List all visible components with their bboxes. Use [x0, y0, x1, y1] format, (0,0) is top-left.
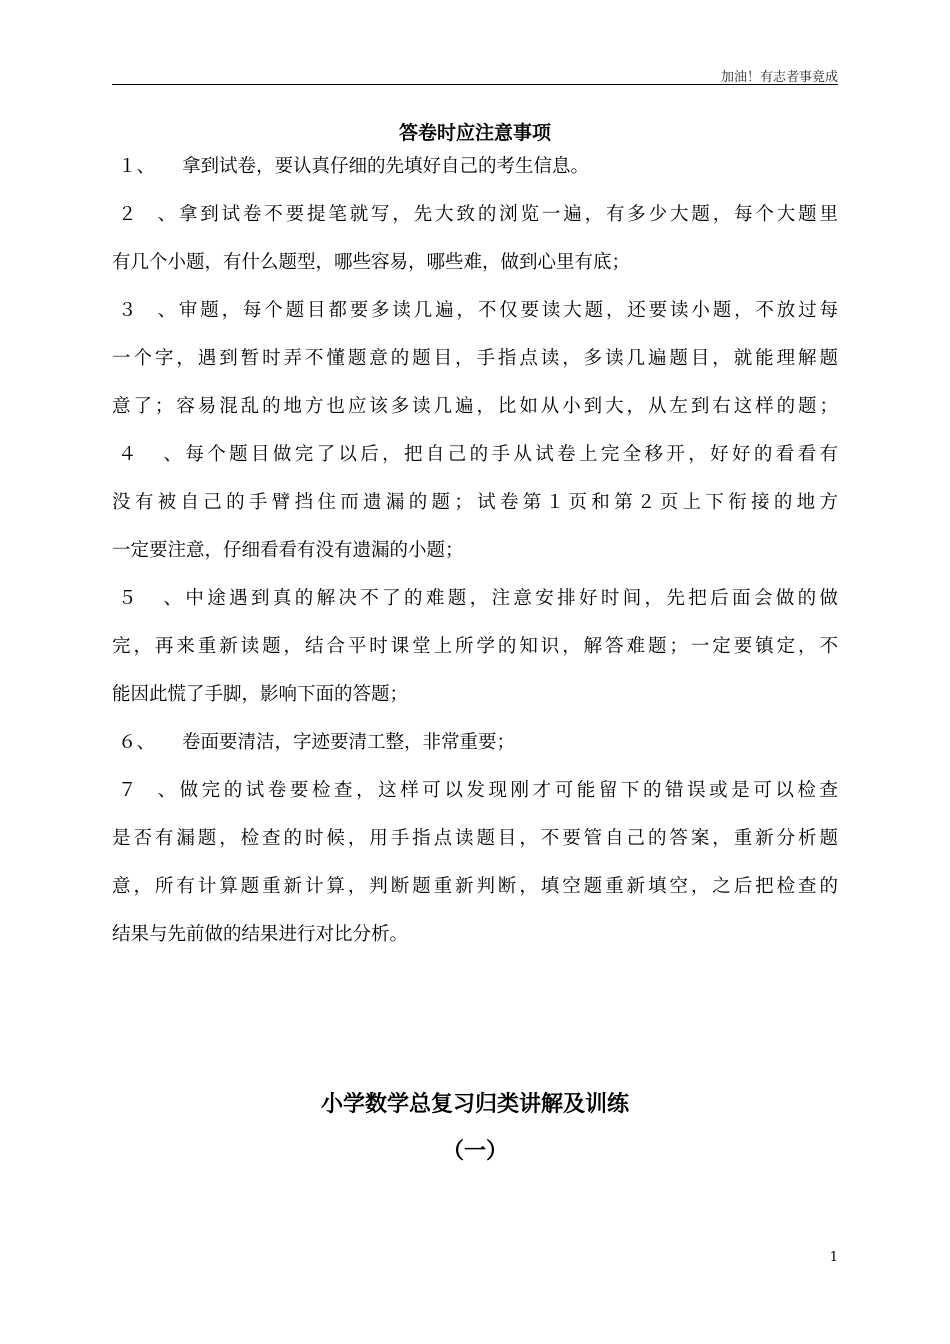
page-number: 1 [829, 1250, 838, 1265]
item-3-line-2: 一个字，遇到暂时弄不懂题意的题目，手指点读，多读几遍题目，就能理解题 [112, 348, 838, 369]
document-title: 答卷时应注意事项 [398, 122, 551, 144]
item-4-line-1 [112, 431, 838, 479]
page-header-motto: 加油！有志者事竟成 [720, 70, 838, 85]
section-title: 小学数学总复习归类讲解及训练 [320, 1092, 629, 1117]
item-6-line-1 [112, 719, 838, 767]
item-number: ２、 [118, 204, 176, 225]
item-text: 审题，每个题目都要多读几遍，不仅要读大题，还要读小题，不放过每 [176, 300, 838, 321]
item-text: 做完的试卷要检查，这样可以发现刚才可能留下的错误或是可以检查 [176, 780, 838, 801]
header-rule [112, 84, 838, 85]
item-text: 每个题目做完了以后，把自己的手从试卷上完全移开，好好的看看有 [182, 444, 838, 465]
item-number: ３、 [118, 300, 176, 321]
item-number: ７、 [118, 780, 176, 801]
item-5-line-2: 完，再来重新读题，结合平时课堂上所学的知识，解答难题；一定要镇定，不 [112, 636, 838, 657]
item-number: ５、 [118, 588, 182, 609]
item-4-line-2: 没有被自己的手臂挡住而遗漏的题；试卷第１页和第２页上下衔接的地方 [112, 492, 838, 513]
item-text: 拿到试卷，要认真仔细的先填好自己的考生信息。 [182, 156, 590, 177]
item-2-line-1 [112, 191, 838, 239]
item-7-line-2: 是否有漏题，检查的时候，用手指点读题目，不要管自己的答案，重新分析题 [112, 828, 838, 849]
item-3-line-1 [112, 287, 838, 335]
item-number: ４、 [118, 444, 182, 465]
item-number: １、 [118, 156, 156, 177]
item-5-line-3: 能因此慌了手脚，影响下面的答题； [112, 684, 409, 705]
item-7-line-4: 结果与先前做的结果进行对比分析。 [112, 924, 409, 945]
item-2-line-2: 有几个小题，有什么题型，哪些容易，哪些难，做到心里有底； [112, 252, 631, 273]
item-text: 卷面要清洁，字迹要清工整，非常重要； [182, 732, 516, 753]
item-text: 拿到试卷不要提笔就写，先大致的浏览一遍，有多少大题，每个大题里 [176, 204, 838, 225]
item-1-line-1 [112, 143, 838, 191]
notes-body [112, 143, 838, 959]
item-number: ６、 [118, 732, 156, 753]
item-7-line-1 [112, 767, 838, 815]
item-4-line-3: 一定要注意，仔细看看有没有遗漏的小题； [112, 540, 464, 561]
section-subtitle: （一） [441, 1139, 508, 1164]
item-3-line-3: 意了；容易混乱的地方也应该多读几遍，比如从小到大，从左到右这样的题； [112, 396, 838, 417]
item-5-line-1 [112, 575, 838, 623]
item-7-line-3: 意，所有计算题重新计算，判断题重新判断，填空题重新填空，之后把检查的 [112, 876, 838, 897]
item-text: 中途遇到真的解决不了的难题，注意安排好时间，先把后面会做的做 [182, 588, 838, 609]
